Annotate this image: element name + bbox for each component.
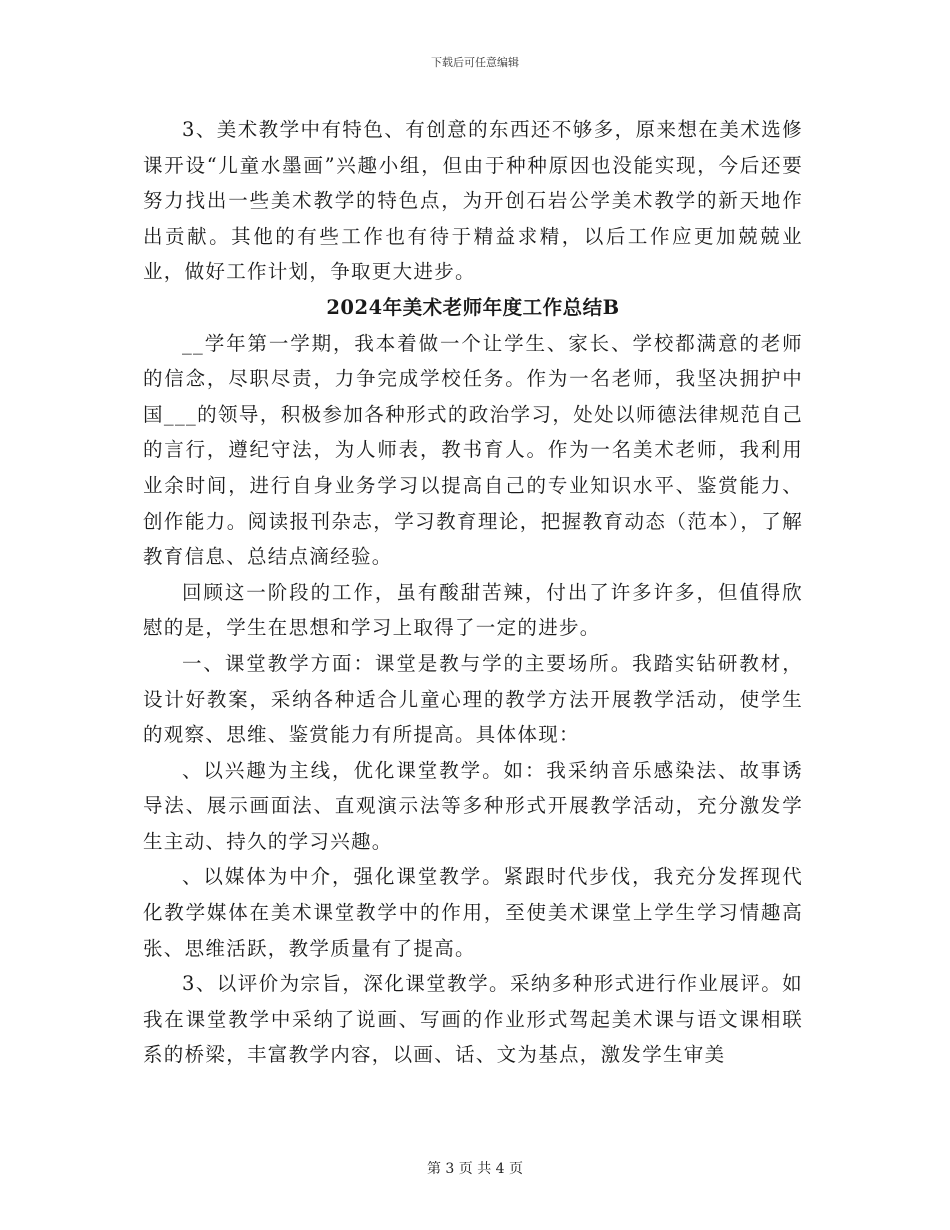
paragraph: 回顾这一阶段的工作，虽有酸甜苦辣，付出了许多许多，但值得欣慰的是，学生在思想和学习上取得了一定的进步。 — [143, 580, 803, 640]
paragraph-intro: 3、美术教学中有特色、有创意的东西还不够多，原来想在美术选修课开设“儿童水墨画”兴趣小组，但由于种种原因也没能实现，今后还要努力找出一些美术教学的特色点，为开创石岩公学美术教学的新天地作出贡献。其他的有些工作也有待于精益求精，以后工作应更加兢兢业业，做好工作计划，争取更大进步。 — [143, 118, 803, 284]
paragraph: __学年第一学期，我本着做一个让学生、家长、学校都满意的老师的信念，尽职尽责，力争完成学校任务。作为一名老师，我坚决拥护中国___的领导，积极参加各种形式的政治学习，处处以师德法律规范自己的言行，遵纪守法，为人师表，教书育人。作为一名美术老师，我利用业余时间，进行自身业务学习以提高自己的专业知识水平、鉴赏能力、创作能力。阅读报刊杂志，学习教育理论，把握教育动态（范本），了解教育信息、总结点滴经验。 — [143, 331, 803, 569]
page-header: 下载后可任意编辑 — [431, 56, 519, 69]
paragraph: 、以媒体为中介，强化课堂教学。紧跟时代步伐，我充分发挥现代化教学媒体在美术课堂教学中的作用，至使美术课堂上学生学习情趣高张、思维活跃，教学质量有了提高。 — [143, 865, 803, 960]
document-body — [143, 112, 803, 1073]
document-title: 2024年美术老师年度工作总结B — [326, 295, 620, 319]
paragraph: 、以兴趣为主线，优化课堂教学。如：我采纳音乐感染法、故事诱导法、展示画面法、直观演示法等多种形式开展教学活动，充分激发学生主动、持久的学习兴趣。 — [143, 758, 803, 853]
page-number: 第 3 页 共 4 页 — [426, 1161, 524, 1177]
paragraph: 3、以评价为宗旨，深化课堂教学。采纳多种形式进行作业展评。如我在课堂教学中采纳了说画、写画的作业形式驾起美术课与语文课相联系的桥梁，丰富教学内容，以画、话、文为基点，激发学生审美 — [143, 972, 803, 1067]
paragraph: 一、课堂教学方面：课堂是教与学的主要场所。我踏实钻研教材，设计好教案，采纳各种适合儿童心理的教学方法开展教学活动，使学生的观察、思维、鉴赏能力有所提高。具体体现： — [143, 651, 803, 747]
